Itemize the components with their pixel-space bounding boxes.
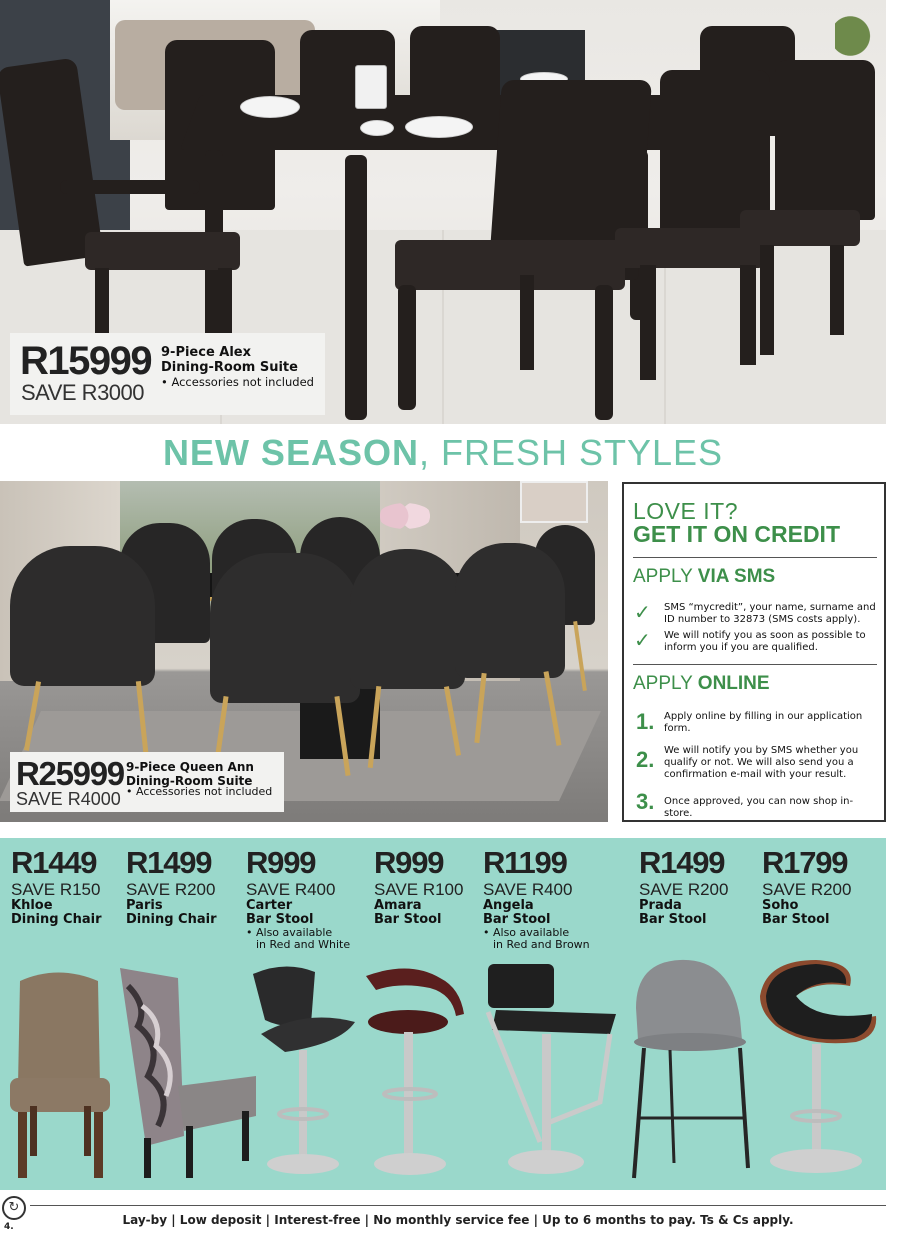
hero-armrest: [60, 180, 200, 194]
hero-side-chair-3: [775, 60, 875, 220]
hero-save: SAVE R3000: [21, 380, 145, 405]
product-save: SAVE R200: [762, 880, 852, 899]
carter-stool-image: [245, 964, 360, 1182]
page-number: 4.: [4, 1222, 14, 1232]
hero-chair-leg: [760, 245, 774, 355]
product-name-2: Dining Chair: [126, 912, 217, 927]
product-name-1: Khloe: [11, 898, 53, 913]
queen-ann-save: SAVE R4000: [16, 789, 121, 809]
qa-front-chair-4: [455, 543, 565, 678]
credit-line1: LOVE IT?: [633, 498, 738, 524]
hero-chair-leg: [640, 265, 656, 380]
headline-rest: , FRESH STYLES: [418, 432, 724, 473]
product-name-1: Paris: [126, 898, 163, 913]
apply-online-plain: APPLY: [633, 673, 698, 694]
product-paris: [126, 846, 216, 927]
angela-stool-image: [480, 962, 630, 1182]
qa-front-chair-3: [350, 549, 465, 689]
apply-sms-bold: VIA SMS: [697, 566, 776, 587]
product-name-2: Bar Stool: [483, 912, 551, 927]
apply-online-title: [633, 673, 770, 695]
hero-chair-leg: [520, 275, 534, 370]
product-note-1: • Also available: [246, 926, 333, 939]
product-name-1: Prada: [639, 898, 682, 913]
product-name-2: Bar Stool: [374, 912, 442, 927]
product-name-1: Soho: [762, 898, 799, 913]
queen-ann-note: • Accessories not included: [126, 785, 273, 798]
divider: [633, 557, 877, 558]
hero-table-leg: [345, 155, 367, 420]
product-name-1: Amara: [374, 898, 422, 913]
apply-sms-title: [633, 566, 775, 588]
product-note-1: • Also available: [483, 926, 570, 939]
product-amara: [374, 846, 463, 927]
headline-bold: NEW SEASON: [162, 432, 419, 473]
apply-online-bold: ONLINE: [697, 673, 770, 694]
product-note-2: in Red and White: [256, 938, 351, 951]
product-name-1: Angela: [483, 898, 534, 913]
hero-chair-leg: [95, 268, 109, 338]
hero-side-chair-1-seat: [395, 240, 625, 290]
credit-line2: GET IT ON CREDIT: [633, 521, 840, 547]
sms-step-2-text: We will notify you as soon as possible to inform you if you are qualified.: [664, 630, 866, 653]
product-soho: [762, 846, 851, 927]
prada-stool-image: [630, 958, 755, 1182]
divider: [633, 664, 877, 665]
credit-panel: [622, 482, 886, 822]
hero-chair-leg: [740, 265, 756, 365]
product-angela: [483, 846, 590, 951]
product-save: SAVE R100: [374, 880, 464, 899]
product-name-1: Carter: [246, 898, 293, 913]
product-save: SAVE R400: [483, 880, 573, 899]
queen-ann-name-line1: 9-Piece Queen Ann: [126, 760, 254, 774]
gold-leg: [573, 621, 587, 691]
product-save: SAVE R400: [246, 880, 336, 899]
online-step-1-num: 1.: [636, 709, 655, 734]
hero-side-chair-3-seat: [740, 210, 860, 246]
queen-ann-name-line2: Dining-Room Suite: [126, 774, 253, 788]
product-khloe: [11, 846, 101, 927]
hero-bowl: [240, 96, 300, 118]
queen-ann-name: [126, 760, 254, 788]
product-save: SAVE R200: [126, 880, 216, 899]
product-note-2: in Red and Brown: [493, 938, 590, 951]
flowers: [378, 503, 432, 529]
sms-step-1: [632, 602, 878, 630]
check-icon: ✓: [634, 628, 651, 652]
product-save: SAVE R150: [11, 880, 101, 899]
product-price: R1799: [762, 845, 848, 880]
product-prada: [639, 846, 728, 927]
product-carter: [246, 846, 350, 951]
online-step-2-text: We will notify you by SMS whether you qualify or not. We will also send you a confirmation e-mail with your result.: [664, 745, 859, 780]
hero-price-tag: [10, 333, 325, 415]
qa-front-chair-1: [10, 546, 155, 686]
sms-step-1-text: SMS “mycredit”, your name, surname and ID number to 32873 (SMS costs apply).: [664, 602, 876, 625]
footer-terms: Lay-by | Low deposit | Interest-free | No monthly service fee | Up to 6 months to pay. Ts & Cs apply.: [122, 1213, 794, 1227]
amara-stool-image: [360, 964, 470, 1182]
refresh-logo-icon: ↻: [2, 1196, 26, 1220]
check-icon: ✓: [634, 600, 651, 624]
hero-note: • Accessories not included: [161, 375, 314, 389]
queen-ann-price: R25999: [16, 755, 124, 792]
hero-jug: [355, 65, 387, 109]
footer-rule: [30, 1205, 886, 1206]
product-strip: [0, 838, 886, 1190]
product-save: SAVE R200: [639, 880, 729, 899]
online-step-3-num: 3.: [636, 789, 655, 814]
product-price: R1499: [639, 845, 725, 880]
product-price: R999: [374, 845, 444, 880]
product-price: R1199: [483, 845, 567, 880]
product-price: R999: [246, 845, 316, 880]
product-price: R1449: [11, 845, 97, 880]
hero-chair-leg: [595, 285, 613, 420]
hero-chair-leg: [398, 285, 416, 410]
qa-front-chair-2: [210, 553, 360, 703]
paris-chair-image: [118, 966, 258, 1181]
khloe-chair-image: [8, 966, 113, 1181]
hero-armchair-seat: [85, 232, 240, 270]
wall-art: [520, 481, 588, 523]
hero-bowl: [360, 120, 394, 136]
online-step-2-num: 2.: [636, 747, 655, 772]
product-name-2: Bar Stool: [246, 912, 314, 927]
hero-chair-leg: [830, 245, 844, 335]
product-name-2: Bar Stool: [762, 912, 830, 927]
headline: [0, 432, 886, 474]
apply-sms-plain: APPLY: [633, 566, 698, 587]
hero-price: R15999: [20, 339, 152, 383]
hero-name-line2: Dining-Room Suite: [161, 360, 298, 375]
product-name-2: Dining Chair: [11, 912, 102, 927]
hero-name-line1: 9-Piece Alex: [161, 345, 252, 360]
hero-product-name: [161, 345, 298, 375]
queen-ann-price-tag: [10, 752, 284, 812]
online-step-2: [632, 745, 878, 783]
hero-bowl: [405, 116, 473, 138]
product-price: R1499: [126, 845, 212, 880]
product-name-2: Bar Stool: [639, 912, 707, 927]
online-step-3-text: Once approved, you can now shop in-store.: [664, 796, 854, 819]
online-step-3: [632, 789, 878, 819]
online-step-1: [632, 711, 878, 737]
soho-stool-image: [756, 956, 881, 1182]
online-step-1-text: Apply online by filling in our application form.: [664, 711, 863, 734]
sms-step-2: [632, 630, 878, 658]
hero-chair-leg: [218, 268, 232, 338]
